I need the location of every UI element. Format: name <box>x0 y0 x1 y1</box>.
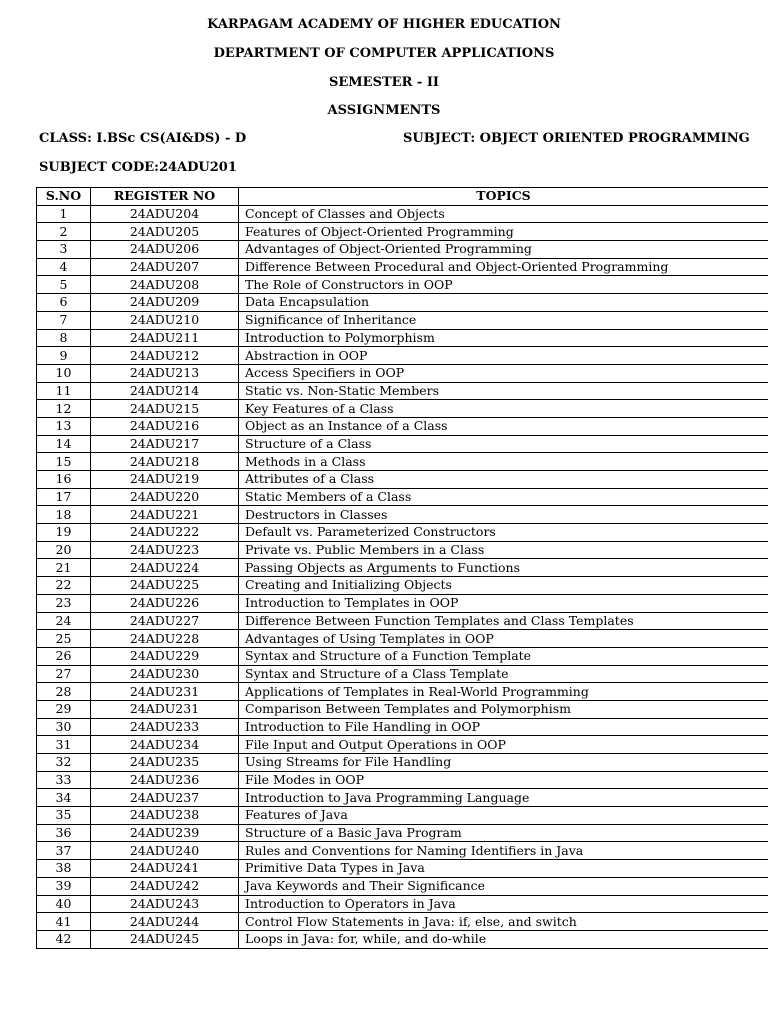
cell-topic: File Input and Output Operations in OOP <box>239 736 768 754</box>
table-row <box>37 559 768 577</box>
cell-sno: 39 <box>37 877 91 895</box>
cell-register-no: 24ADU221 <box>91 506 239 524</box>
cell-sno: 6 <box>37 294 91 312</box>
table-row <box>37 630 768 648</box>
cell-topic: Introduction to Polymorphism <box>239 329 768 347</box>
table-row <box>37 736 768 754</box>
column-header-sno: S.NO <box>37 188 91 206</box>
table-body <box>37 205 768 948</box>
cell-topic: Difference Between Function Templates and Class Templates <box>239 612 768 630</box>
cell-sno: 37 <box>37 842 91 860</box>
cell-register-no: 24ADU215 <box>91 400 239 418</box>
cell-topic: Access Specifiers in OOP <box>239 364 768 382</box>
cell-sno: 13 <box>37 417 91 435</box>
cell-sno: 2 <box>37 223 91 241</box>
cell-topic: Comparison Between Templates and Polymorphism <box>239 700 768 718</box>
cell-sno: 25 <box>37 630 91 648</box>
cell-topic: Creating and Initializing Objects <box>239 577 768 595</box>
cell-sno: 23 <box>37 594 91 612</box>
table-header-row <box>37 188 768 206</box>
cell-topic: Features of Object-Oriented Programming <box>239 223 768 241</box>
cell-topic: Introduction to Operators in Java <box>239 895 768 913</box>
cell-sno: 22 <box>37 577 91 595</box>
table-row <box>37 754 768 772</box>
cell-register-no: 24ADU231 <box>91 700 239 718</box>
cell-register-no: 24ADU229 <box>91 647 239 665</box>
cell-sno: 33 <box>37 771 91 789</box>
cell-topic: Destructors in Classes <box>239 506 768 524</box>
cell-register-no: 24ADU237 <box>91 789 239 807</box>
cell-topic: Java Keywords and Their Significance <box>239 877 768 895</box>
table-row <box>37 400 768 418</box>
cell-sno: 15 <box>37 453 91 471</box>
semester-title: SEMESTER - II <box>329 75 439 90</box>
cell-register-no: 24ADU236 <box>91 771 239 789</box>
cell-register-no: 24ADU211 <box>91 329 239 347</box>
cell-register-no: 24ADU230 <box>91 665 239 683</box>
cell-register-no: 24ADU228 <box>91 630 239 648</box>
cell-sno: 40 <box>37 895 91 913</box>
cell-register-no: 24ADU235 <box>91 754 239 772</box>
cell-topic: Concept of Classes and Objects <box>239 205 768 223</box>
cell-topic: Rules and Conventions for Naming Identifiers in Java <box>239 842 768 860</box>
cell-sno: 5 <box>37 276 91 294</box>
cell-sno: 31 <box>37 736 91 754</box>
column-header-register-no: REGISTER NO <box>91 188 239 206</box>
cell-register-no: 24ADU210 <box>91 311 239 329</box>
cell-sno: 17 <box>37 488 91 506</box>
cell-register-no: 24ADU216 <box>91 417 239 435</box>
cell-topic: Private vs. Public Members in a Class <box>239 541 768 559</box>
cell-sno: 19 <box>37 524 91 542</box>
department-title: DEPARTMENT OF COMPUTER APPLICATIONS <box>213 46 555 61</box>
cell-topic: Syntax and Structure of a Function Template <box>239 647 768 665</box>
table-row <box>37 594 768 612</box>
table-row <box>37 417 768 435</box>
cell-register-no: 24ADU231 <box>91 683 239 701</box>
table-row <box>37 329 768 347</box>
cell-topic: Structure of a Basic Java Program <box>239 824 768 842</box>
cell-register-no: 24ADU233 <box>91 718 239 736</box>
table-row <box>37 577 768 595</box>
table-row <box>37 683 768 701</box>
cell-sno: 8 <box>37 329 91 347</box>
cell-sno: 9 <box>37 347 91 365</box>
cell-register-no: 24ADU234 <box>91 736 239 754</box>
table-row <box>37 895 768 913</box>
cell-register-no: 24ADU225 <box>91 577 239 595</box>
table-row <box>37 453 768 471</box>
cell-sno: 3 <box>37 241 91 259</box>
table-row <box>37 347 768 365</box>
table-row <box>37 488 768 506</box>
cell-sno: 41 <box>37 913 91 931</box>
table-row <box>37 524 768 542</box>
cell-register-no: 24ADU207 <box>91 258 239 276</box>
cell-topic: Applications of Templates in Real-World Programming <box>239 683 768 701</box>
table-row <box>37 294 768 312</box>
table-row <box>37 807 768 825</box>
cell-topic: Loops in Java: for, while, and do-while <box>239 930 768 948</box>
table-row <box>37 877 768 895</box>
cell-sno: 30 <box>37 718 91 736</box>
cell-register-no: 24ADU238 <box>91 807 239 825</box>
cell-sno: 36 <box>37 824 91 842</box>
table-row <box>37 930 768 948</box>
cell-topic: Introduction to Java Programming Language <box>239 789 768 807</box>
cell-topic: Control Flow Statements in Java: if, else, and switch <box>239 913 768 931</box>
table-row <box>37 471 768 489</box>
cell-register-no: 24ADU224 <box>91 559 239 577</box>
cell-sno: 28 <box>37 683 91 701</box>
table-row <box>37 913 768 931</box>
cell-topic: Significance of Inheritance <box>239 311 768 329</box>
cell-sno: 27 <box>37 665 91 683</box>
cell-register-no: 24ADU226 <box>91 594 239 612</box>
table-row <box>37 771 768 789</box>
institution-title: KARPAGAM ACADEMY OF HIGHER EDUCATION <box>207 17 561 32</box>
table-row <box>37 665 768 683</box>
cell-register-no: 24ADU244 <box>91 913 239 931</box>
assignments-title: ASSIGNMENTS <box>327 103 441 118</box>
cell-sno: 20 <box>37 541 91 559</box>
cell-register-no: 24ADU209 <box>91 294 239 312</box>
cell-register-no: 24ADU206 <box>91 241 239 259</box>
cell-topic: Methods in a Class <box>239 453 768 471</box>
table-row <box>37 700 768 718</box>
cell-register-no: 24ADU218 <box>91 453 239 471</box>
cell-topic: Primitive Data Types in Java <box>239 860 768 878</box>
table-row <box>37 435 768 453</box>
table-row <box>37 311 768 329</box>
cell-register-no: 24ADU220 <box>91 488 239 506</box>
cell-topic: Default vs. Parameterized Constructors <box>239 524 768 542</box>
cell-register-no: 24ADU243 <box>91 895 239 913</box>
table-row <box>37 718 768 736</box>
cell-register-no: 24ADU219 <box>91 471 239 489</box>
cell-sno: 1 <box>37 205 91 223</box>
cell-topic: Attributes of a Class <box>239 471 768 489</box>
cell-sno: 7 <box>37 311 91 329</box>
class-label: CLASS: I.BSc CS(AI&DS) - D <box>39 131 247 146</box>
cell-topic: Data Encapsulation <box>239 294 768 312</box>
cell-sno: 26 <box>37 647 91 665</box>
cell-register-no: 24ADU227 <box>91 612 239 630</box>
cell-topic: Features of Java <box>239 807 768 825</box>
column-header-topics: TOPICS <box>239 188 768 206</box>
cell-topic: The Role of Constructors in OOP <box>239 276 768 294</box>
cell-topic: Structure of a Class <box>239 435 768 453</box>
cell-register-no: 24ADU241 <box>91 860 239 878</box>
cell-topic: Static Members of a Class <box>239 488 768 506</box>
cell-sno: 24 <box>37 612 91 630</box>
cell-register-no: 24ADU223 <box>91 541 239 559</box>
cell-register-no: 24ADU242 <box>91 877 239 895</box>
table-row <box>37 860 768 878</box>
cell-topic: Key Features of a Class <box>239 400 768 418</box>
cell-sno: 42 <box>37 930 91 948</box>
table-row <box>37 382 768 400</box>
cell-sno: 12 <box>37 400 91 418</box>
table-row <box>37 223 768 241</box>
cell-register-no: 24ADU217 <box>91 435 239 453</box>
cell-sno: 35 <box>37 807 91 825</box>
table-row <box>37 506 768 524</box>
table-row <box>37 842 768 860</box>
table-row <box>37 789 768 807</box>
table-row <box>37 612 768 630</box>
table-row <box>37 276 768 294</box>
cell-topic: Abstraction in OOP <box>239 347 768 365</box>
cell-topic: Syntax and Structure of a Class Template <box>239 665 768 683</box>
table-row <box>37 541 768 559</box>
cell-sno: 11 <box>37 382 91 400</box>
cell-topic: Introduction to File Handling in OOP <box>239 718 768 736</box>
cell-topic: Advantages of Using Templates in OOP <box>239 630 768 648</box>
cell-sno: 29 <box>37 700 91 718</box>
cell-sno: 38 <box>37 860 91 878</box>
cell-sno: 21 <box>37 559 91 577</box>
cell-register-no: 24ADU239 <box>91 824 239 842</box>
cell-register-no: 24ADU212 <box>91 347 239 365</box>
table-row <box>37 824 768 842</box>
cell-register-no: 24ADU240 <box>91 842 239 860</box>
cell-sno: 16 <box>37 471 91 489</box>
cell-register-no: 24ADU245 <box>91 930 239 948</box>
cell-register-no: 24ADU204 <box>91 205 239 223</box>
cell-topic: Static vs. Non-Static Members <box>239 382 768 400</box>
cell-sno: 4 <box>37 258 91 276</box>
cell-register-no: 24ADU222 <box>91 524 239 542</box>
subject-label: SUBJECT: OBJECT ORIENTED PROGRAMMING <box>403 131 750 146</box>
cell-sno: 10 <box>37 364 91 382</box>
cell-sno: 32 <box>37 754 91 772</box>
cell-register-no: 24ADU214 <box>91 382 239 400</box>
cell-sno: 14 <box>37 435 91 453</box>
cell-register-no: 24ADU213 <box>91 364 239 382</box>
cell-topic: Passing Objects as Arguments to Functions <box>239 559 768 577</box>
cell-sno: 18 <box>37 506 91 524</box>
cell-topic: File Modes in OOP <box>239 771 768 789</box>
cell-topic: Difference Between Procedural and Object-Oriented Programming <box>239 258 768 276</box>
table-row <box>37 258 768 276</box>
cell-sno: 34 <box>37 789 91 807</box>
cell-register-no: 24ADU205 <box>91 223 239 241</box>
cell-topic: Using Streams for File Handling <box>239 754 768 772</box>
cell-register-no: 24ADU208 <box>91 276 239 294</box>
table-row <box>37 647 768 665</box>
cell-topic: Introduction to Templates in OOP <box>239 594 768 612</box>
cell-topic: Object as an Instance of a Class <box>239 417 768 435</box>
assignments-table <box>36 187 768 949</box>
table-row <box>37 241 768 259</box>
subject-code-label: SUBJECT CODE:24ADU201 <box>39 160 237 175</box>
table-row <box>37 364 768 382</box>
cell-topic: Advantages of Object-Oriented Programming <box>239 241 768 259</box>
table-row <box>37 205 768 223</box>
